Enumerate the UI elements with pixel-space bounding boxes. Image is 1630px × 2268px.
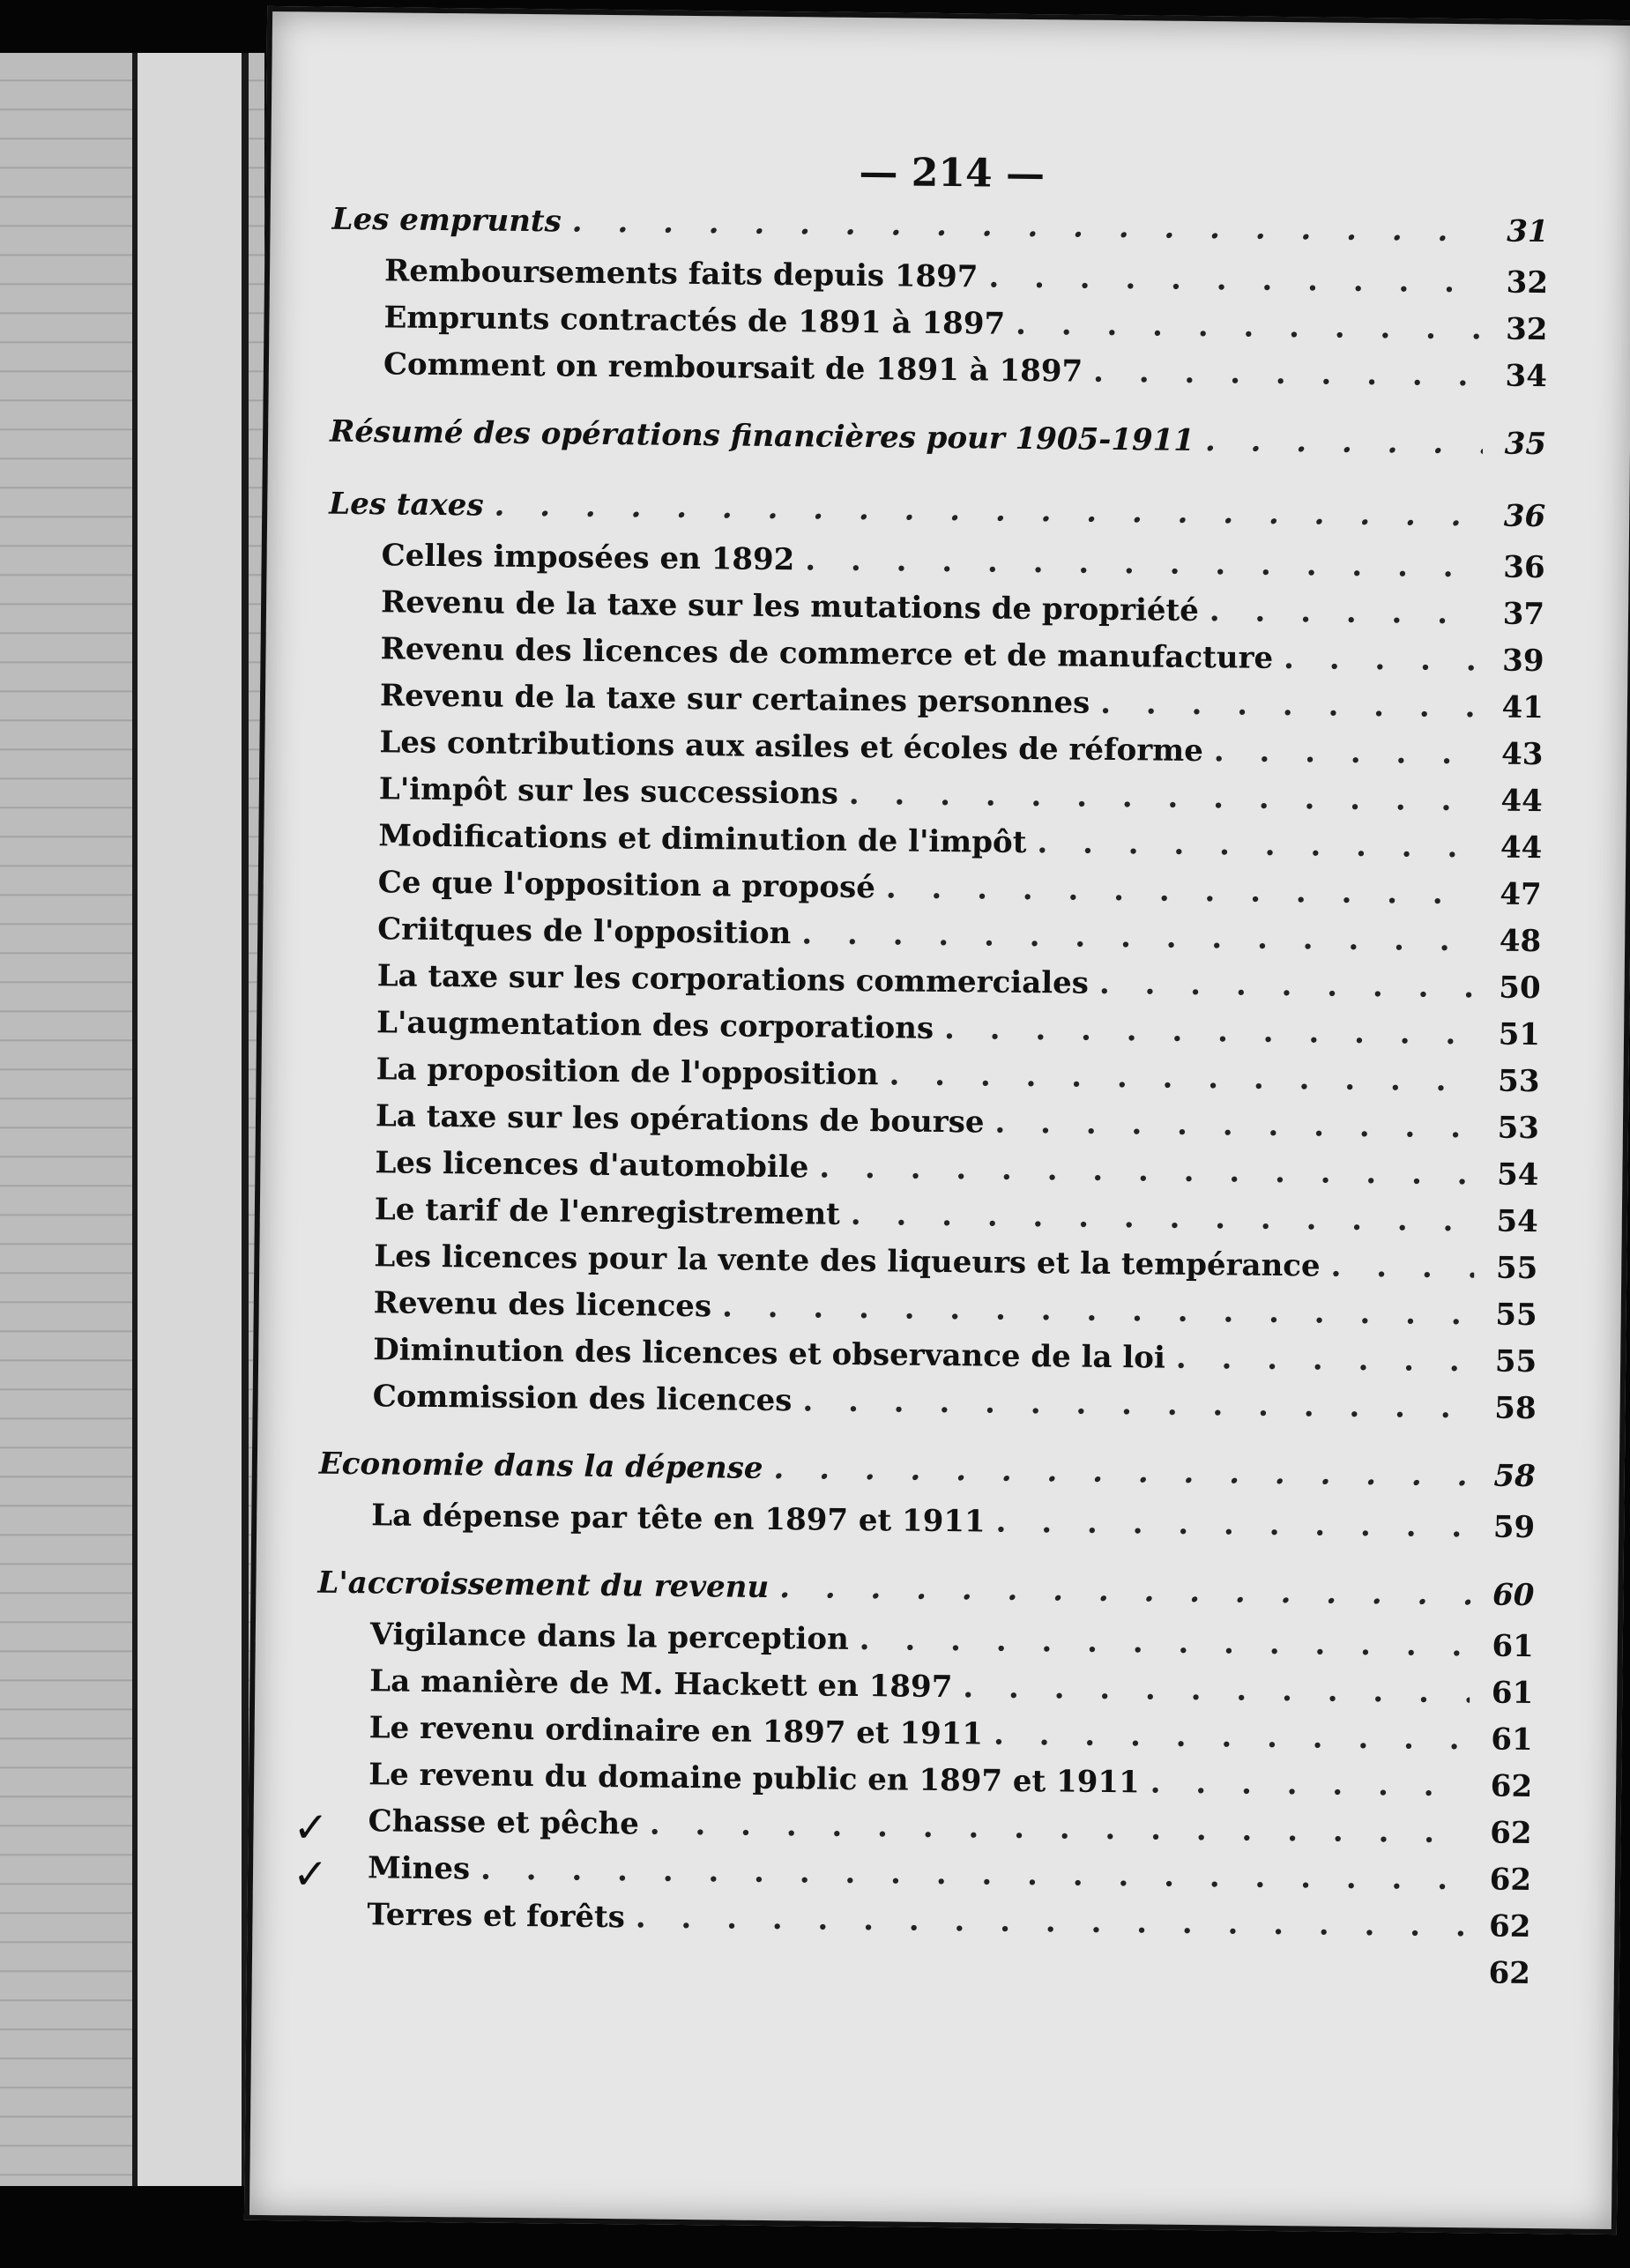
toc-entry-page: 59: [1492, 1509, 1536, 1546]
toc-entry-title: Chasse et pêche: [368, 1803, 640, 1842]
dot-leader: [988, 260, 1485, 301]
toc-entry-title: Revenu de la taxe sur certaines personnes: [379, 678, 1090, 721]
toc-entry-page: 61: [1491, 1675, 1534, 1712]
toc-entry-title: Les licences pour la vente des liqueurs et la tempérance: [374, 1238, 1321, 1284]
toc-entry-title: Remboursements faits depuis 1897: [383, 253, 979, 295]
dot-leader: [1214, 733, 1480, 771]
toc-entry-title: Revenu des licences: [373, 1285, 712, 1325]
toc-entry-title: La manière de M. Hackett en 1897: [369, 1663, 953, 1706]
toc-entry-page: 32: [1505, 311, 1548, 348]
dot-leader: [802, 1383, 1473, 1425]
toc-entry-page: 55: [1494, 1343, 1537, 1380]
dot-leader: [722, 1289, 1474, 1332]
page-number: — 214 —: [859, 149, 1046, 197]
toc-entry-page: 37: [1502, 596, 1545, 633]
dot-leader: [860, 1622, 1470, 1663]
toc-entry-title: Le revenu ordinaire en 1897 et 1911: [368, 1710, 984, 1752]
dot-leader: [572, 204, 1485, 249]
toc-entry-page: 48: [1499, 923, 1542, 960]
toc-entry-page: 55: [1495, 1297, 1537, 1334]
toc-entry-title: Celles imposées en 1892: [381, 538, 795, 578]
dot-leader: [1100, 686, 1480, 725]
dot-leader: [650, 1807, 1469, 1851]
dot-leader: [805, 542, 1482, 584]
toc-entry-page: 51: [1498, 1016, 1541, 1053]
toc-entry-page: 32: [1506, 264, 1549, 301]
toc-entry-page: 44: [1500, 829, 1543, 866]
dot-leader: [773, 1451, 1472, 1493]
dot-leader: [1205, 423, 1484, 461]
dot-leader: [944, 1011, 1477, 1052]
toc-entry-page: 54: [1496, 1203, 1539, 1240]
check-mark-icon: ✓: [293, 1803, 330, 1853]
dot-leader: [886, 870, 1478, 911]
dot-leader: [1150, 1766, 1470, 1804]
toc-entry-page: 39: [1501, 643, 1544, 680]
table-of-contents: [292, 201, 1549, 2003]
toc-entry-title: Le revenu du domaine public en 1897 et 1911: [368, 1757, 1140, 1801]
dot-leader: [963, 1669, 1470, 1710]
dot-leader: [1093, 354, 1484, 394]
toc-entry-page: 53: [1497, 1110, 1540, 1147]
toc-entry-title: Les licences d'automobile: [375, 1145, 809, 1186]
toc-section-entry: [330, 414, 1547, 478]
toc-entry-page: 60: [1492, 1577, 1535, 1614]
toc-entry-page: 35: [1504, 426, 1547, 463]
toc-entry-page: 58: [1493, 1458, 1537, 1495]
toc-entry-page: 44: [1500, 783, 1544, 820]
toc-entry-title: L'impôt sur les successions: [378, 771, 839, 812]
toc-entry-page: 54: [1496, 1156, 1539, 1193]
toc-entry-title: La taxe sur les opérations de bourse: [375, 1098, 985, 1141]
dot-leader: [1099, 966, 1477, 1005]
toc-entry-title: Le tarif de l'enregistrement: [374, 1192, 841, 1232]
dot-leader: [994, 1717, 1470, 1758]
toc-entry-title: Mines: [367, 1850, 471, 1887]
toc-entry-title: Revenu de la taxe sur les mutations de propriété: [380, 584, 1200, 629]
toc-entry-page: 61: [1492, 1628, 1534, 1665]
toc-entry-page: 31: [1507, 213, 1549, 250]
toc-entry-title: Economie dans la dépense: [318, 1446, 763, 1486]
toc-entry-page: 36: [1503, 498, 1546, 535]
dot-leader: [494, 488, 1482, 534]
dot-leader: [1016, 307, 1485, 347]
toc-entry-page: 41: [1501, 689, 1544, 726]
toc-entry-title: Revenu des licences de commerce et de manufacture: [380, 631, 1274, 676]
toc-entry-page: 58: [1494, 1390, 1537, 1427]
toc-entry-page: 62: [1490, 1815, 1532, 1852]
dot-leader: [819, 1150, 1475, 1193]
toc-entry-page: 62: [1490, 1768, 1533, 1805]
toc-entry-page: 50: [1499, 970, 1541, 1007]
toc-entry-page: 62: [1488, 1908, 1531, 1945]
dot-leader: [1037, 825, 1478, 865]
toc-entry-title: Vigilance dans la perception: [369, 1617, 850, 1657]
trailing-page-number: 62: [1488, 1955, 1531, 1992]
dot-leader: [779, 1570, 1471, 1612]
toc-entry-page: 53: [1497, 1063, 1540, 1100]
toc-entry-title: Les emprunts: [331, 201, 562, 240]
dot-leader: [889, 1057, 1476, 1098]
toc-entry-page: 61: [1491, 1721, 1533, 1759]
toc-entry-title: L'augmentation des corporations: [376, 1005, 934, 1046]
toc-entry-title: Résumé des opérations financières pour 1905-1911: [329, 413, 1195, 458]
document-page: [244, 6, 1630, 2235]
toc-entry-title: Comment on remboursait de 1891 à 1897: [383, 346, 1083, 390]
toc-entry-title: La proposition de l'opposition: [376, 1052, 879, 1093]
dot-leader: [1284, 641, 1481, 678]
dot-leader: [801, 916, 1477, 958]
toc-entry-page: 34: [1505, 358, 1548, 395]
dot-leader: [849, 777, 1479, 818]
toc-entry-title: Diminution des licences et observance de la loi: [373, 1332, 1166, 1376]
dot-leader: [1176, 1341, 1474, 1379]
toc-entry-title: Emprunts contractés de 1891 à 1897: [383, 300, 1006, 342]
dot-leader: [994, 1105, 1476, 1146]
dot-leader: [636, 1900, 1468, 1944]
dot-leader: [1209, 593, 1482, 631]
toc-entry-title: Modifications et diminution de l'impôt: [378, 818, 1027, 860]
toc-entry-title: Commission des licences: [372, 1379, 793, 1419]
toc-entry-page: 47: [1500, 876, 1542, 913]
toc-entry-title: Les taxes: [329, 486, 484, 524]
background-page-edge: [132, 53, 249, 2186]
toc-entry-page: 55: [1495, 1250, 1538, 1287]
toc-entry-page: 43: [1500, 736, 1544, 773]
toc-entry-page: 62: [1489, 1862, 1532, 1899]
toc-entry-title: Ce que l'opposition a proposé: [377, 865, 876, 906]
dot-leader: [995, 1505, 1471, 1545]
toc-entry-title: La dépense par tête en 1897 et 1911: [371, 1498, 986, 1540]
toc-entry-title: Les contributions aux asiles et écoles de réforme: [379, 725, 1204, 770]
toc-entry-title: L'accroissement du revenu: [317, 1565, 770, 1605]
toc-entry-title: La taxe sur les corporations commerciales: [376, 958, 1090, 1001]
toc-entry-page: 36: [1503, 549, 1545, 586]
check-mark-icon: ✓: [292, 1849, 329, 1900]
toc-entry-title: Terres et forêts: [367, 1897, 626, 1936]
toc-entry-title: Criitques de l'opposition: [377, 911, 792, 952]
dot-leader: [1330, 1249, 1474, 1286]
dot-leader: [851, 1197, 1475, 1238]
